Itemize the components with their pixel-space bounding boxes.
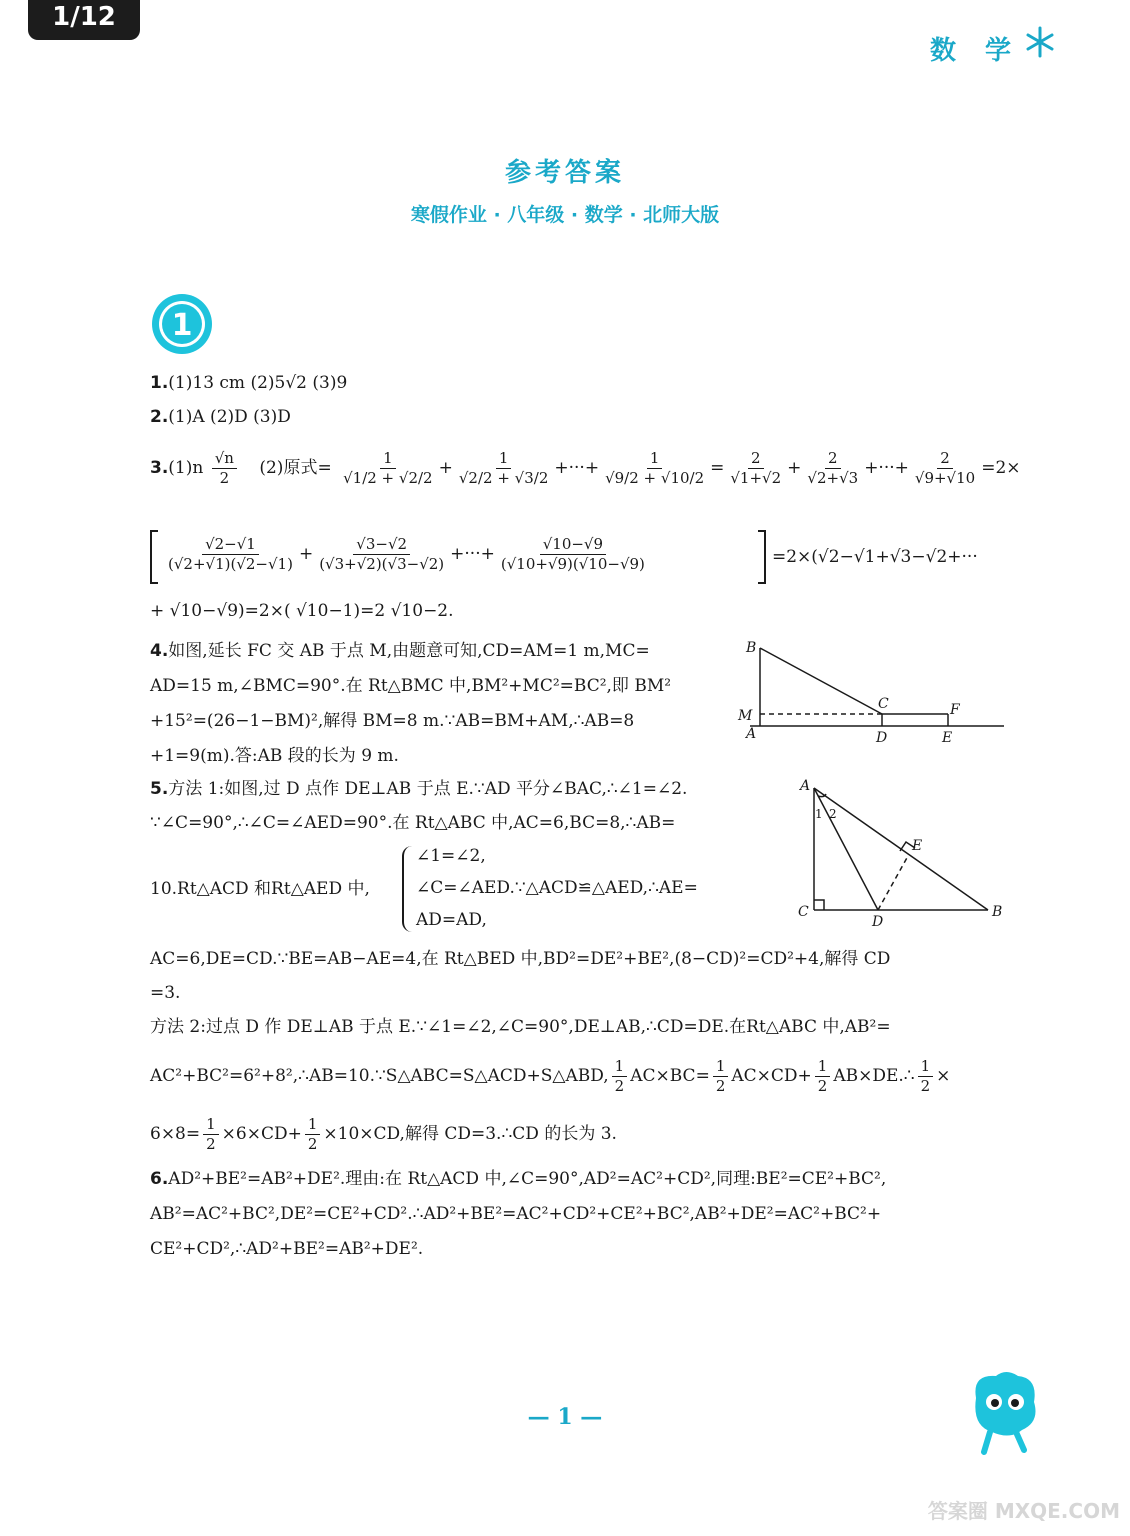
snowflake-icon	[1022, 24, 1058, 60]
q4-label: 4.	[150, 641, 169, 661]
q3-tail2: =2×(√2−√1+√3−√2+···	[772, 547, 978, 567]
half-fraction: $\frac{1}{2}$	[305, 1115, 321, 1154]
q4-label-D: D	[876, 730, 888, 746]
q5-label-1: 1	[815, 807, 823, 821]
q1-label: 1.	[150, 373, 169, 393]
q4-label-A: A	[746, 726, 757, 742]
half-fraction: $\frac{1}{2}$	[815, 1057, 831, 1096]
half-fraction: $\frac{1}{2}$	[203, 1115, 219, 1154]
q5-label-A: A	[800, 778, 811, 794]
answer-q2	[150, 406, 291, 428]
q5-label-B: B	[992, 904, 1003, 920]
q5-label-2: 2	[829, 807, 837, 821]
answer-q4-line4: +1=9(m).答:AB 段的长为 9 m.	[150, 746, 399, 766]
q5-figure	[790, 776, 1012, 930]
q5-label-C: C	[798, 904, 809, 920]
answer-q5-line1: 5.方法 1:如图,过 D 点作 DE⊥AB 于点 E.∵AD 平分∠BAC,∴∠1=∠2.	[150, 779, 688, 799]
q3-part1-fraction: $\frac{√n}{2}$	[212, 449, 237, 488]
system-brace	[402, 846, 416, 932]
q3-frac-a1: $\frac{1}{√2/2 + √3/2}$	[458, 449, 549, 487]
half-fraction: $\frac{1}{2}$	[918, 1057, 934, 1096]
q5-label: 5.	[150, 779, 169, 799]
q4-label-E: E	[942, 730, 953, 746]
answer-q3-line1: 3.(1)n $\frac{√n}{2}$ (2)原式= $\frac{1}{√1/2 + √2/2}$ + $\frac{1}{√2/2 + √3/2}$ +···+ $\frac{1}{√9/2 + √10/2}$ = $\frac{2}{√1+√2}$ + $\frac{2}{√2+√3}$ +···+ $\frac{2}{√9+√10}$ =2×	[150, 449, 1021, 487]
answer-q5-line4: AC=6,DE=CD.∵BE=AB−AE=4,在 Rt△BED 中,BD²=DE²+BE²,(8−CD)²=CD²+4,解得 CD	[150, 949, 891, 969]
q4-label-B: B	[746, 640, 757, 656]
answer-q5-method2-line1: 方法 2:过点 D 作 DE⊥AB 于点 E.∵∠1=∠2,∠C=90°,DE⊥AB,∴CD=DE.在Rt△ABC 中,AB²=	[150, 1017, 891, 1037]
answer-q4-line2: AD=15 m,∠BMC=90°.在 Rt△BMC 中,BM²+MC²=BC²,即 BM²	[150, 676, 672, 696]
q2-label: 2.	[150, 407, 169, 427]
q4-label-C: C	[878, 696, 889, 712]
q4-label-F: F	[950, 702, 960, 718]
q1-text: (1)13 cm (2)5√2 (3)9	[168, 373, 348, 393]
q3-bracket-right	[758, 530, 766, 584]
q3-frac-b1: $\frac{2}{√2+√3}$	[807, 449, 859, 487]
system-eq3: AD=AD,	[416, 910, 487, 930]
q3-part1: (1)n	[168, 458, 204, 478]
answer-q4-line3: +15²=(26−1−BM)²,解得 BM=8 m.∵AB=BM+AM,∴AB=8	[150, 711, 635, 731]
section-number: 1	[171, 308, 193, 343]
q5-label-E: E	[912, 838, 923, 854]
q3-frac-c1: $\frac{√3-√2}{(√3+√2)(√3-√2)}$	[319, 535, 445, 573]
watermark-text: 答案圈 MXQE.COM	[927, 1499, 1120, 1523]
q4-figure	[736, 636, 1010, 748]
q6-label: 6.	[150, 1169, 169, 1189]
q2-text: (1)A (2)D (3)D	[168, 407, 291, 427]
answer-q1	[150, 372, 347, 394]
answer-q5-line2: ∵∠C=90°,∴∠C=∠AED=90°.在 Rt△ABC 中,AC=6,BC=8,∴AB=	[150, 813, 676, 833]
answer-q3-line2: $\frac{√2-√1}{(√2+√1)(√2-√1)}$ + $\frac{√3-√2}{(√3+√2)(√3-√2)}$ +···+ $\frac{√10-√9}{(√10+√9)(√10-√9)}$	[162, 534, 651, 574]
header-subject: 数 学	[930, 36, 1022, 66]
page-number: — 1 —	[527, 1404, 603, 1430]
q3-frac-c2: $\frac{√10-√9}{(√10+√9)(√10-√9)}$	[500, 535, 645, 573]
answer-q5-line3-prefix: 10.Rt△ACD 和Rt△AED 中,	[150, 879, 370, 899]
answer-q4-line1: 4.如图,延长 FC 交 AB 于点 M,由题意可知,CD=AM=1 m,MC=	[150, 641, 650, 661]
system-eq2: ∠C=∠AED.∵△ACD≌△AED,∴AE=	[416, 878, 698, 898]
answer-q5-line5: =3.	[150, 983, 181, 1003]
q3-part2-prefix: (2)原式=	[259, 458, 332, 478]
q5-label-D: D	[872, 914, 884, 930]
answer-q6-line1: 6.AD²+BE²=AB²+DE².理由:在 Rt△ACD 中,∠C=90°,AD²=AC²+CD²,同理:BE²=CE²+BC²,	[150, 1169, 887, 1189]
q3-frac-b0: $\frac{2}{√1+√2}$	[730, 449, 782, 487]
watermark	[927, 1440, 1124, 1534]
answer-q5-method2-line3: 6×8= $\frac{1}{2}$ ×6×CD+ $\frac{1}{2}$ ×10×CD,解得 CD=3.∴CD 的长为 3.	[150, 1115, 617, 1153]
answer-q3-line3: + √10−√9)=2×( √10−1)=2 √10−2.	[150, 601, 454, 621]
half-fraction: $\frac{1}{2}$	[612, 1057, 628, 1096]
q4-label-M: M	[738, 708, 753, 724]
q3-tail1: =2×	[981, 458, 1021, 478]
q3-bracket-left	[150, 530, 158, 584]
q3-frac-b2: $\frac{2}{√9+√10}$	[914, 449, 976, 487]
system-eq1: ∠1=∠2,	[416, 846, 486, 866]
q3-frac-a0: $\frac{1}{√1/2 + √2/2}$	[343, 449, 433, 487]
page-indicator: 1/12	[28, 0, 140, 40]
page-subtitle: 寒假作业 · 八年级 · 数学 · 北师大版	[410, 204, 720, 226]
answer-q6-line3: CE²+CD²,∴AD²+BE²=AB²+DE².	[150, 1239, 424, 1259]
q3-frac-a2: $\frac{1}{√9/2 + √10/2}$	[605, 449, 705, 487]
answer-q5-method2-line2: AC²+BC²=6²+8²,∴AB=10.∵S△ABC=S△ACD+S△ABD, $\frac{1}{2}$ AC×BC= $\frac{1}{2}$ AC×CD+ $\frac{1}{2}$ AB×DE.∴ $\frac{1}{2}$ ×	[150, 1057, 951, 1095]
section-number-badge	[150, 292, 214, 356]
half-fraction: $\frac{1}{2}$	[713, 1057, 729, 1096]
page-title: 参考答案	[504, 158, 625, 188]
answer-q6-line2: AB²=AC²+BC²,DE²=CE²+CD².∴AD²+BE²=AC²+CD²+CE²+BC²,AB²+DE²=AC²+BC²+	[150, 1204, 882, 1224]
q3-frac-c0: $\frac{√2-√1}{(√2+√1)(√2-√1)}$	[168, 535, 293, 573]
q3-label: 3.	[150, 458, 169, 478]
